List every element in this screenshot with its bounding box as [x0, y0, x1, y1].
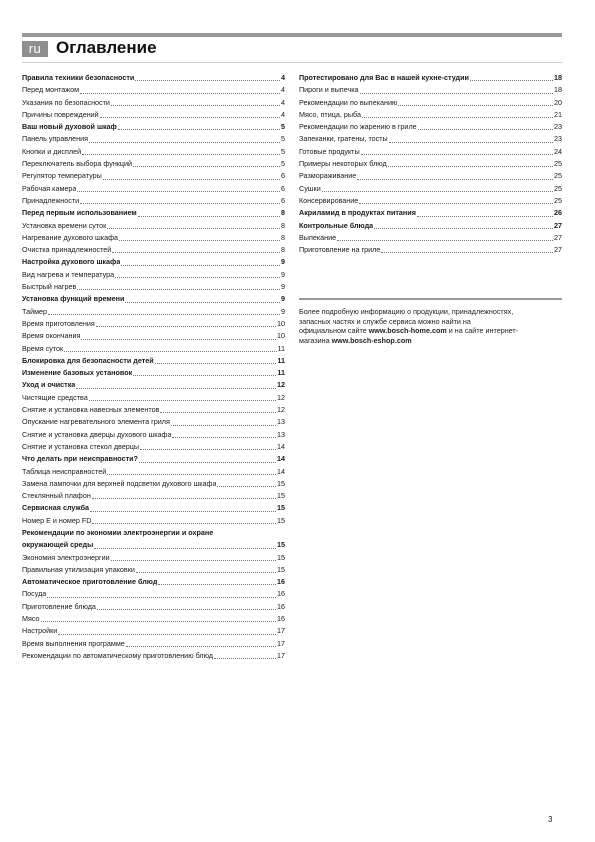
toc-page-number: 18 [554, 73, 562, 82]
toc-page-number: 6 [281, 171, 285, 181]
toc-entry-label: Указания по безопасности [22, 97, 110, 107]
toc-page-number: 10 [277, 318, 285, 328]
toc-page-number: 18 [554, 85, 562, 95]
toc-entry-label: Настройки [22, 626, 58, 636]
toc-page-number: 27 [554, 232, 562, 242]
toc-page-number: 16 [277, 601, 285, 611]
dot-leader [118, 129, 280, 130]
dot-leader [111, 105, 280, 106]
toc-section-entry[interactable] [299, 220, 562, 232]
toc-section-entry[interactable] [22, 367, 285, 379]
dot-leader [361, 154, 553, 155]
toc-right-column [299, 72, 562, 256]
toc-page-number: 15 [277, 478, 285, 488]
dot-leader [417, 216, 553, 217]
toc-page-number: 6 [281, 195, 285, 205]
dot-leader [155, 363, 277, 364]
toc-entry[interactable] [22, 515, 285, 527]
toc-entry-label: Установка функций времени [22, 294, 125, 304]
toc-entry-label: Консервирование [299, 195, 359, 205]
toc-entry-label: Рекомендации по автоматическому приготовлению блюд [22, 650, 213, 660]
toc-entry-label: Панель управления [22, 134, 89, 144]
toc-section-entry[interactable] [22, 293, 285, 305]
toc-entry-label: Перед первым использованием [22, 208, 137, 218]
toc-entry-label: Время суток [22, 343, 64, 353]
toc-entry-label: Таймер [22, 306, 48, 316]
page-number: 3 [548, 815, 553, 824]
toc-entry[interactable] [22, 269, 285, 281]
toc-section-entry[interactable] [299, 72, 562, 84]
toc-page-number: 11 [277, 368, 285, 378]
dot-leader [94, 548, 276, 549]
toc-page-number: 5 [281, 134, 285, 144]
top-rule [22, 33, 562, 37]
dot-leader [112, 252, 280, 253]
dot-leader [119, 240, 280, 241]
toc-entry-label: Пироги и выпечка [299, 85, 359, 95]
toc-page-number: 11 [277, 355, 285, 365]
toc-section-entry[interactable] [299, 207, 562, 219]
toc-entry-label: Акриламид в продуктах питания [299, 208, 416, 218]
toc-entry-label: Стеклянный плафон [22, 491, 91, 501]
dot-leader [133, 166, 280, 167]
toc-page-number: 8 [281, 220, 285, 230]
dot-leader [136, 572, 276, 573]
toc-entry-label: Перед монтажом [22, 85, 80, 95]
toc-entry[interactable] [22, 478, 285, 490]
toc-page-number: 25 [554, 171, 562, 181]
toc-page-number: 20 [554, 97, 562, 107]
dot-leader [107, 228, 280, 229]
dot-leader [125, 302, 280, 303]
dot-leader [76, 388, 276, 389]
toc-page-number: 16 [277, 614, 285, 624]
dot-leader [97, 609, 276, 610]
dot-leader [115, 277, 280, 278]
dot-leader [140, 449, 276, 450]
toc-page-number: 9 [281, 282, 285, 292]
toc-entry-label: Готовые продукты [299, 146, 360, 156]
toc-entry[interactable] [22, 109, 285, 121]
info-line-2: запасных частях и службе сервиса можно найти на [299, 316, 471, 326]
toc-entry[interactable] [22, 392, 285, 404]
toc-section-entry[interactable] [22, 502, 285, 514]
toc-entry[interactable] [22, 441, 285, 453]
toc-entry-label: Переключатель выбора функций [22, 159, 133, 169]
toc-section-entry[interactable] [22, 355, 285, 367]
toc-entry-label: Замена лампочки для верхней подсветки духового шкафа [22, 478, 217, 488]
dot-leader [381, 252, 553, 253]
toc-entry[interactable] [22, 97, 285, 109]
toc-page-number: 16 [277, 577, 285, 587]
toc-entry-label: Нагревание духового шкафа [22, 232, 118, 242]
toc-section-entry[interactable] [22, 121, 285, 133]
dot-leader [214, 658, 276, 659]
toc-entry[interactable] [22, 84, 285, 96]
toc-entry[interactable] [22, 650, 285, 662]
toc-entry-label: Изменение базовых установок [22, 368, 133, 378]
toc-page-number: 5 [281, 122, 285, 132]
info-line-1: Более подробную информацию о продукции, принадлежностях, [299, 307, 514, 316]
toc-section-entry[interactable] [22, 256, 285, 268]
toc-page-number: 17 [277, 638, 285, 648]
toc-entry[interactable] [299, 158, 562, 170]
toc-entry-label: Таблица неисправностей [22, 466, 107, 476]
toc-entry[interactable] [22, 318, 285, 330]
toc-page-number: 15 [277, 540, 285, 550]
toc-entry[interactable] [22, 220, 285, 232]
toc-page-number: 9 [281, 257, 285, 267]
dot-leader [89, 142, 280, 143]
toc-entry-label: Быстрый нагрев [22, 282, 77, 292]
toc-entry[interactable] [22, 158, 285, 170]
toc-entry-label: Вид нагрева и температура [22, 269, 115, 279]
dot-leader [418, 129, 553, 130]
toc-entry-label: Время окончания [22, 331, 81, 341]
toc-entry[interactable] [299, 109, 562, 121]
dot-leader [357, 179, 553, 180]
toc-entry-label: Правила техники безопасности [22, 73, 135, 82]
dot-leader [388, 166, 553, 167]
dot-leader [64, 351, 276, 352]
toc-entry-label: Что делать при неисправности? [22, 454, 138, 464]
toc-page-number: 17 [277, 650, 285, 660]
toc-entry-label: окружающей среды [22, 540, 94, 550]
toc-entry-label: Приготовление на гриле [299, 245, 381, 255]
info-line-3b: и на сайте интернет- [446, 326, 519, 336]
toc-entry-label: Снятие и установка стекол дверцы [22, 441, 140, 451]
toc-page-number: 26 [554, 208, 562, 218]
dot-leader [90, 511, 276, 512]
toc-entry-label: Сервисная служба [22, 503, 90, 513]
toc-entry[interactable] [299, 244, 562, 256]
toc-page-number: 12 [277, 380, 285, 390]
toc-page-number: 15 [277, 564, 285, 574]
toc-entry-label: Рекомендации по выпеканию [299, 97, 398, 107]
toc-entry-label: Причины повреждений [22, 109, 99, 119]
toc-page-number: 4 [281, 109, 285, 119]
toc-entry[interactable] [22, 552, 285, 564]
toc-entry[interactable] [22, 183, 285, 195]
toc-page-number: 25 [554, 183, 562, 193]
toc-entry[interactable] [299, 183, 562, 195]
toc-entry[interactable] [299, 170, 562, 182]
dot-leader [322, 191, 553, 192]
toc-page-number: 10 [277, 331, 285, 341]
toc-page-number: 14 [277, 454, 285, 464]
toc-entry-label: Регулятор температуры [22, 171, 102, 181]
toc-entry[interactable] [22, 416, 285, 428]
toc-entry-label: Время выполнения программе [22, 638, 125, 648]
toc-page-number: 4 [281, 73, 285, 82]
toc-page-number: 9 [281, 294, 285, 304]
toc-page-number: 13 [277, 429, 285, 439]
toc-page-number: 4 [281, 97, 285, 107]
toc-page-number: 8 [281, 232, 285, 242]
site-link[interactable]: www.bosch-home.com [368, 326, 447, 336]
language-badge: ru [22, 41, 48, 57]
toc-entry-label: Номер E и номер FD [22, 515, 92, 525]
dot-leader [139, 462, 276, 463]
toc-entry-label: Сушки [299, 183, 321, 193]
toc-entry-label: Мясо, птица, рыба [299, 109, 361, 119]
toc-entry-label: Снятие и установка навесных элементов [22, 405, 160, 415]
dot-leader [470, 80, 553, 81]
toc-section-entry[interactable] [22, 453, 285, 465]
toc-entry[interactable] [22, 133, 285, 145]
dot-leader [80, 203, 280, 204]
toc-entry-label: Примеры некоторых блюд [299, 159, 387, 169]
toc-entry[interactable] [22, 588, 285, 600]
toc-entry-label: Чистящие средства [22, 392, 88, 402]
toc-section-entry[interactable] [22, 72, 285, 84]
toc-page-number: 9 [281, 269, 285, 279]
toc-entry-label: Рекомендации по экономии электроэнергии и охране [22, 527, 214, 537]
toc-entry-label: Очистка принадлежностей [22, 245, 112, 255]
toc-entry[interactable] [22, 601, 285, 613]
toc-entry[interactable] [22, 613, 285, 625]
toc-page-number: 27 [554, 220, 562, 230]
toc-entry[interactable] [299, 84, 562, 96]
title-divider [22, 62, 562, 63]
dot-leader [172, 437, 276, 438]
toc-entry-label: Рабочая камера [22, 183, 77, 193]
toc-page-number: 23 [554, 122, 562, 132]
toc-entry-label: Блокировка для безопасности детей [22, 355, 154, 365]
dot-leader [171, 425, 276, 426]
dot-leader [138, 216, 280, 217]
toc-page-number: 8 [281, 245, 285, 255]
toc-page-number: 21 [554, 109, 562, 119]
toc-entry[interactable] [22, 343, 285, 355]
dot-leader [41, 621, 276, 622]
toc-entry[interactable] [22, 195, 285, 207]
dot-leader [217, 486, 276, 487]
dot-leader [374, 228, 553, 229]
dot-leader [126, 646, 276, 647]
toc-entry-label: Мясо [22, 614, 40, 624]
toc-page-number: 17 [277, 626, 285, 636]
toc-entry[interactable] [299, 97, 562, 109]
toc-page-number: 16 [277, 589, 285, 599]
dot-leader [389, 142, 553, 143]
shop-link[interactable]: www.bosch-eshop.com [331, 335, 412, 345]
toc-entry-label: Установка времени суток [22, 220, 107, 230]
toc-entry[interactable] [22, 306, 285, 318]
toc-entry[interactable] [22, 170, 285, 182]
toc-entry[interactable] [22, 466, 285, 478]
toc-entry[interactable] [22, 146, 285, 158]
toc-section-entry[interactable] [22, 576, 285, 588]
info-paragraph [299, 307, 562, 345]
dot-leader [107, 474, 276, 475]
toc-page-number: 24 [554, 146, 562, 156]
toc-entry[interactable] [299, 195, 562, 207]
toc-page-number: 8 [281, 208, 285, 218]
dot-leader [77, 191, 280, 192]
toc-page-number: 6 [281, 183, 285, 193]
dot-leader [337, 240, 553, 241]
toc-entry-label: Размораживание [299, 171, 357, 181]
toc-entry[interactable] [299, 133, 562, 145]
toc-entry[interactable] [299, 121, 562, 133]
info-divider [299, 298, 562, 300]
toc-entry[interactable] [22, 404, 285, 416]
dot-leader [158, 584, 276, 585]
toc-page-number: 15 [277, 491, 285, 501]
toc-entry[interactable] [22, 429, 285, 441]
toc-page-number: 27 [554, 245, 562, 255]
toc-entry-label: Принадлежности [22, 195, 80, 205]
dot-leader [92, 498, 276, 499]
toc-entry[interactable] [22, 490, 285, 502]
toc-entry-label: Посуда [22, 589, 47, 599]
toc-entry-label: Настройка духового шкафа [22, 257, 121, 267]
toc-page-number: 9 [281, 306, 285, 316]
toc-entry-label: Протестировано для Вас в нашей кухне-студии [299, 73, 469, 82]
dot-leader [121, 265, 280, 266]
dot-leader [362, 117, 553, 118]
dot-leader [80, 93, 280, 94]
toc-entry-label: Кнопки и дисплей [22, 146, 82, 156]
dot-leader [58, 634, 276, 635]
toc-left-column [22, 72, 285, 662]
toc-entry-label: Запеканки, гратены, тосты [299, 134, 388, 144]
toc-entry[interactable] [22, 281, 285, 293]
toc-entry[interactable] [22, 638, 285, 650]
dot-leader [81, 339, 276, 340]
toc-entry[interactable] [22, 244, 285, 256]
toc-entry[interactable] [299, 146, 562, 158]
dot-leader [100, 117, 280, 118]
toc-entry-label: Правильная утилизация упаковки [22, 564, 135, 574]
toc-page-number: 13 [277, 417, 285, 427]
toc-entry[interactable] [22, 625, 285, 637]
toc-entry-label: Время приготовления [22, 318, 95, 328]
toc-entry-label: Уход и очистка [22, 380, 76, 390]
dot-leader [103, 179, 280, 180]
toc-page-number: 14 [277, 441, 285, 451]
toc-entry-label: Снятие и установка дверцы духового шкафа [22, 429, 172, 439]
toc-page-number: 15 [277, 515, 285, 525]
toc-entry-label: Приготовление блюда [22, 601, 96, 611]
dot-leader [111, 560, 276, 561]
toc-entry-label: Рекомендации по жарению в гриле [299, 122, 417, 132]
toc-entry-label: Контрольные блюда [299, 220, 374, 230]
toc-page-number: 11 [277, 343, 285, 353]
page-title: Оглавление [56, 38, 157, 57]
dot-leader [48, 314, 280, 315]
dot-leader [360, 93, 553, 94]
dot-leader [82, 154, 280, 155]
toc-page-number: 25 [554, 159, 562, 169]
dot-leader [359, 203, 553, 204]
info-line-3a: официальном сайте [299, 326, 369, 336]
dot-leader [398, 105, 553, 106]
toc-entry[interactable] [22, 232, 285, 244]
dot-leader [92, 523, 276, 524]
toc-page-number: 14 [277, 466, 285, 476]
toc-page-number: 5 [281, 159, 285, 169]
dot-leader [77, 289, 280, 290]
toc-page-number: 5 [281, 146, 285, 156]
toc-entry-label: Выпекание [299, 232, 337, 242]
toc-entry[interactable] [299, 232, 562, 244]
dot-leader [96, 326, 276, 327]
toc-entry-label: Ваш новый духовой шкаф [22, 122, 117, 132]
toc-page-number: 15 [277, 503, 285, 513]
toc-entry-label: Опускание нагревательного элемента гриля [22, 417, 170, 427]
toc-page-number: 4 [281, 85, 285, 95]
dot-leader [133, 375, 276, 376]
toc-section-entry[interactable] [22, 379, 285, 391]
toc-entry[interactable] [22, 330, 285, 342]
toc-section-entry[interactable] [22, 527, 285, 552]
toc-entry-label: Автоматическое приготовление блюд [22, 577, 158, 587]
dot-leader [47, 597, 276, 598]
toc-entry[interactable] [22, 564, 285, 576]
toc-entry-label: Экономия электроэнергии [22, 552, 110, 562]
dot-leader [160, 412, 276, 413]
toc-page-number: 23 [554, 134, 562, 144]
dot-leader [89, 400, 276, 401]
dot-leader [135, 80, 280, 81]
info-line-4: магазина [299, 335, 332, 345]
toc-page-number: 12 [277, 405, 285, 415]
toc-page-number: 12 [277, 392, 285, 402]
toc-section-entry[interactable] [22, 207, 285, 219]
toc-page-number: 15 [277, 552, 285, 562]
toc-page-number: 25 [554, 195, 562, 205]
